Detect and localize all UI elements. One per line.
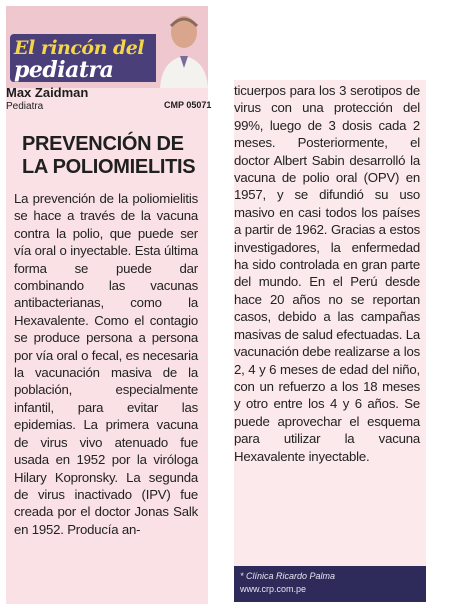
clinic-name: * Clínica Ricardo Palma [240, 571, 336, 581]
cmp-number: CMP 05071 [164, 100, 212, 110]
clinic-website: www.crp.com.pe [240, 584, 307, 594]
author-portrait-image [156, 8, 208, 88]
banner-title-line1: El rincón del [14, 37, 145, 59]
author-name: Max Zaidman [6, 85, 89, 100]
article-body-right: ticuerpos para los 3 serotipos de virus con una protección del 99%, luego de 3 dosis cada 2 meses. Posteriormente, el doctor Albert Sabin desarrolló la vacuna de polio oral (OPV) en 1957, y se difundió su uso masivo en casi todos los países a partir de 1962. Gracias a estos investigadores, la enfermedad ha sido controlada en gran parte del mundo. En el Perú desde hace 20 años no se reportan casos, debido a las campañas masivas de salud efectuadas. La vacunación debe realizarse a los 2, 4 y 6 meses de edad del niño, con un refuerzo a los 18 meses y otro entre los 4 y 6 años. Se puede aprovechar el esquema para utilizar la vacuna Hexavalente inyectable. [234, 83, 420, 464]
article-title: PREVENCIÓN DE LA POLIOMIELITIS [22, 133, 196, 178]
clinic-footer [234, 566, 426, 602]
author-role: Pediatra [6, 101, 44, 112]
article-body-left: La prevención de la poliomielitis se hace a través de la vacuna contra la polio, que puede ser vía oral o inyectable. Esta última forma se puede dar combinando las vacunas antibacterianas, como la Hexavalente. Como el contagio se produce persona a persona por vía oral o fecal, es necesaria la vacunación masiva de la población, especialmente infantil, para evitar las epidemias. La primera vacuna de virus vivo atenuado fue usada en 1952 por la viróloga Hilary Kopronsky. La segunda de virus inactivado (IPV) fue creada por el doctor Jonas Salk en 1952. Producía an- [14, 191, 198, 537]
column-banner [6, 6, 208, 88]
banner-title-line2: pediatra [14, 57, 114, 83]
